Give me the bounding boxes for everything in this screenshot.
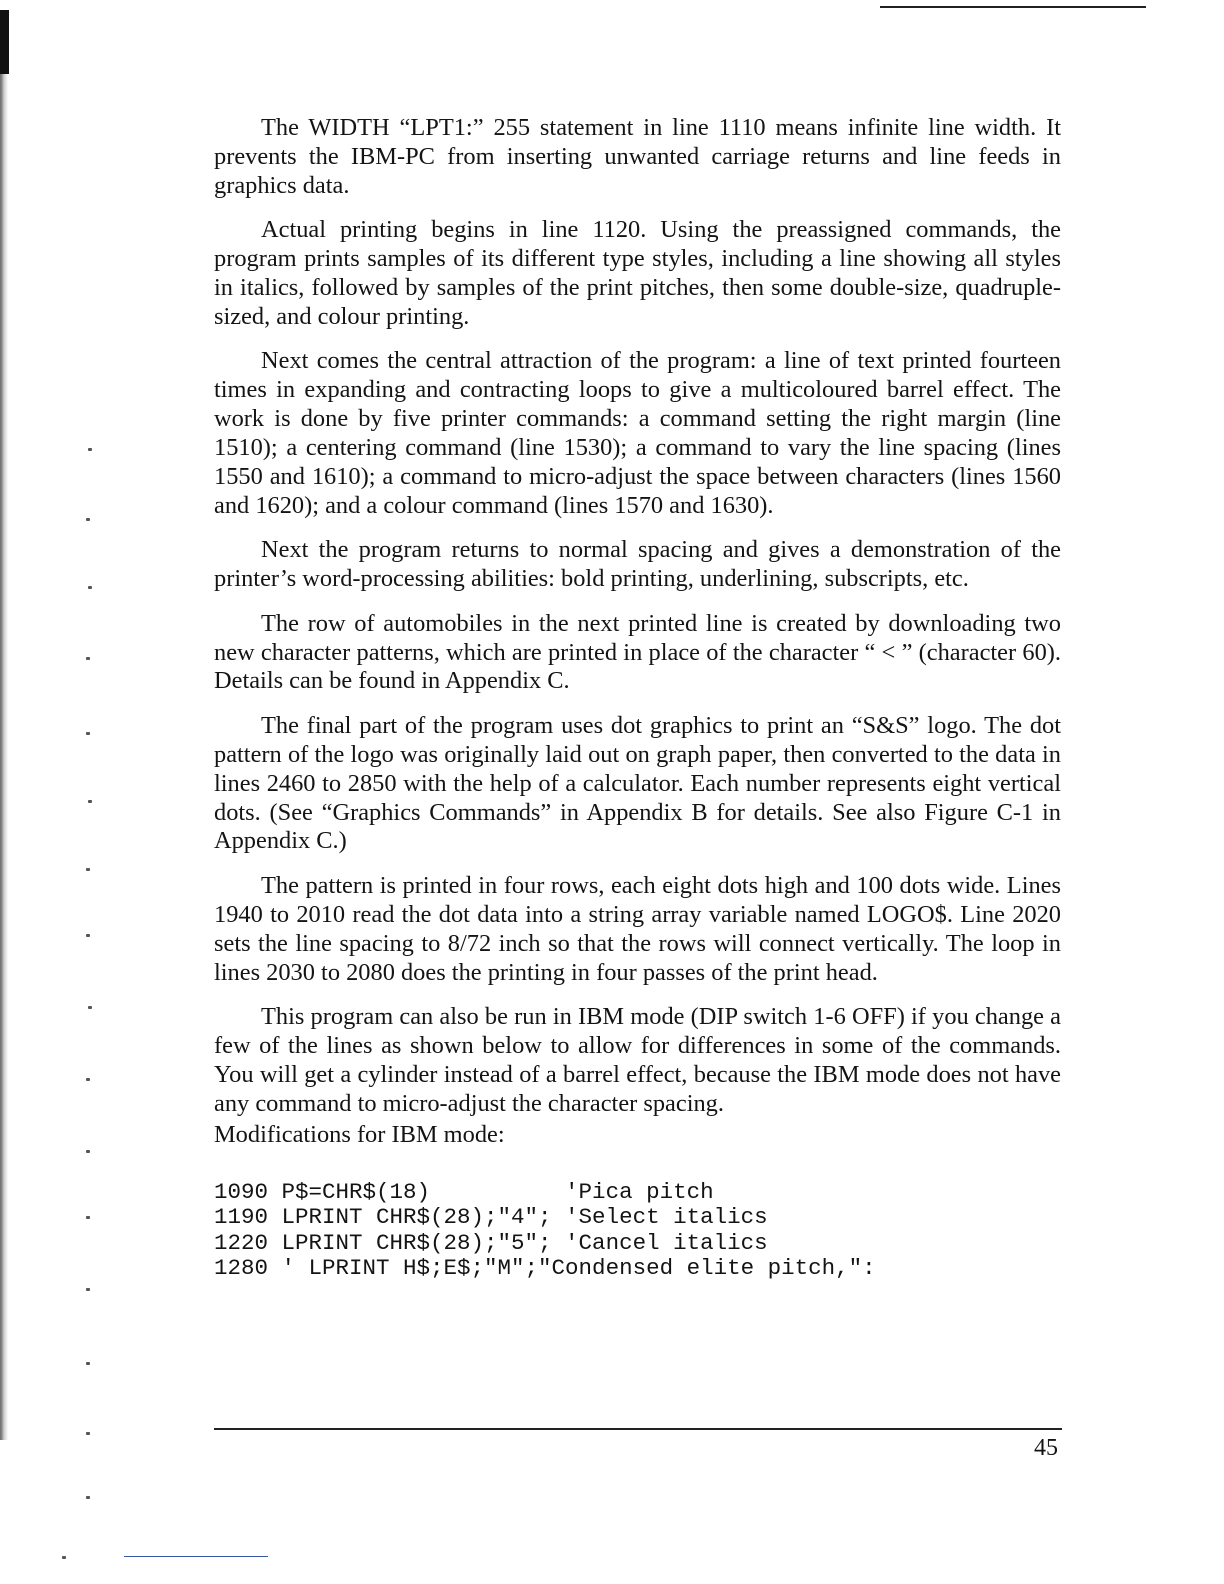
speck — [86, 1496, 90, 1499]
modifications-heading: Modifications for IBM mode: — [214, 1120, 505, 1148]
code-line: 1090 P$=CHR$(18) 'Pica pitch — [214, 1178, 714, 1205]
paragraph: The pattern is printed in four rows, each eight dots high and 100 dots wide. Lines 1940 to 2010 read the dot data into a string array variable named LOGO$. Line 2020 sets the line spacing to 8/72 inch so that the rows will connect vertically. The loop in lines 2030 to 2080 does the printing in four passes of the print head. — [214, 871, 1061, 986]
speck — [86, 1078, 90, 1081]
paragraph: The row of automobiles in the next printed line is created by downloading two new character patterns, which are printed in place of the character “ < ” (character 60). Details can be found in Appendix C. — [214, 609, 1061, 695]
speck — [86, 1216, 90, 1219]
speck — [86, 732, 90, 735]
code-listing — [214, 1180, 1061, 1282]
code-line: 1280 ' LPRINT H$;E$;"M";"Condensed elite pitch,": — [214, 1255, 876, 1281]
binding-mark — [0, 10, 9, 74]
speck — [88, 800, 92, 803]
binding-shadow — [0, 10, 12, 1440]
speck — [86, 1288, 90, 1291]
speck — [88, 1006, 92, 1009]
top-rule — [880, 6, 1146, 8]
paragraph: Actual printing begins in line 1120. Using the preassigned commands, the program prints samples of its different type styles, including a line showing all styles in italics, followed by samples of the print pitches, then some double-size, quadruple-sized, and colour printing. — [214, 216, 1061, 330]
paragraph: This program can also be run in IBM mode (DIP switch 1-6 OFF) if you change a few of the lines as shown below to allow for differences in some of the commands. You will get a cylinder instead of a barrel effect, because the IBM mode does not have any command to micro-adjust the character spacing. — [214, 1002, 1061, 1117]
speck — [86, 1362, 90, 1365]
speck — [86, 1150, 90, 1153]
speck — [86, 868, 90, 871]
paragraph: Next comes the central attraction of the program: a line of text printed fourteen times in expanding and contracting loops to give a multicoloured barrel effect. The work is done by five printer commands: a command setting the right margin (line 1510); a centering command (line 1530); a command to vary the line spacing (lines 1550 and 1610); a command to micro-adjust the space between characters (lines 1560 and 1620); and a colour command (lines 1570 and 1630). — [214, 347, 1061, 519]
speck — [86, 934, 90, 937]
speck — [62, 1556, 66, 1559]
page-number: 45 — [1034, 1435, 1058, 1461]
speck — [86, 657, 90, 660]
paragraph: Next the program returns to normal spacing and gives a demonstration of the printer’s word-processing abilities: bold printing, underlining, subscripts, etc. — [214, 536, 1061, 593]
paragraph: The final part of the program uses dot graphics to print an “S&S” logo. The dot pattern of the logo was originally laid out on graph paper, then converted to the data in lines 2460 to 2850 with the help of a calculator. Each number represents eight vertical dots. (See “Graphics Commands” in Appendix B for details. See also Figure C-1 in Appendix C.) — [214, 711, 1061, 855]
speck — [86, 1432, 90, 1435]
body-text — [214, 114, 1061, 1282]
speck — [88, 448, 92, 451]
code-line: 1220 LPRINT CHR$(28);"5"; 'Cancel italics — [214, 1229, 768, 1256]
code-line: 1190 LPRINT CHR$(28);"4"; 'Select italics — [214, 1204, 768, 1230]
speck — [86, 518, 90, 521]
footer-rule — [214, 1428, 1062, 1430]
bottom-edge-mark — [124, 1556, 268, 1557]
speck — [88, 586, 92, 589]
paragraph: The WIDTH “LPT1:” 255 statement in line 1110 means infinite line width. It prevents the IBM-PC from inserting unwanted carriage returns and line feeds in graphics data. — [214, 114, 1061, 199]
